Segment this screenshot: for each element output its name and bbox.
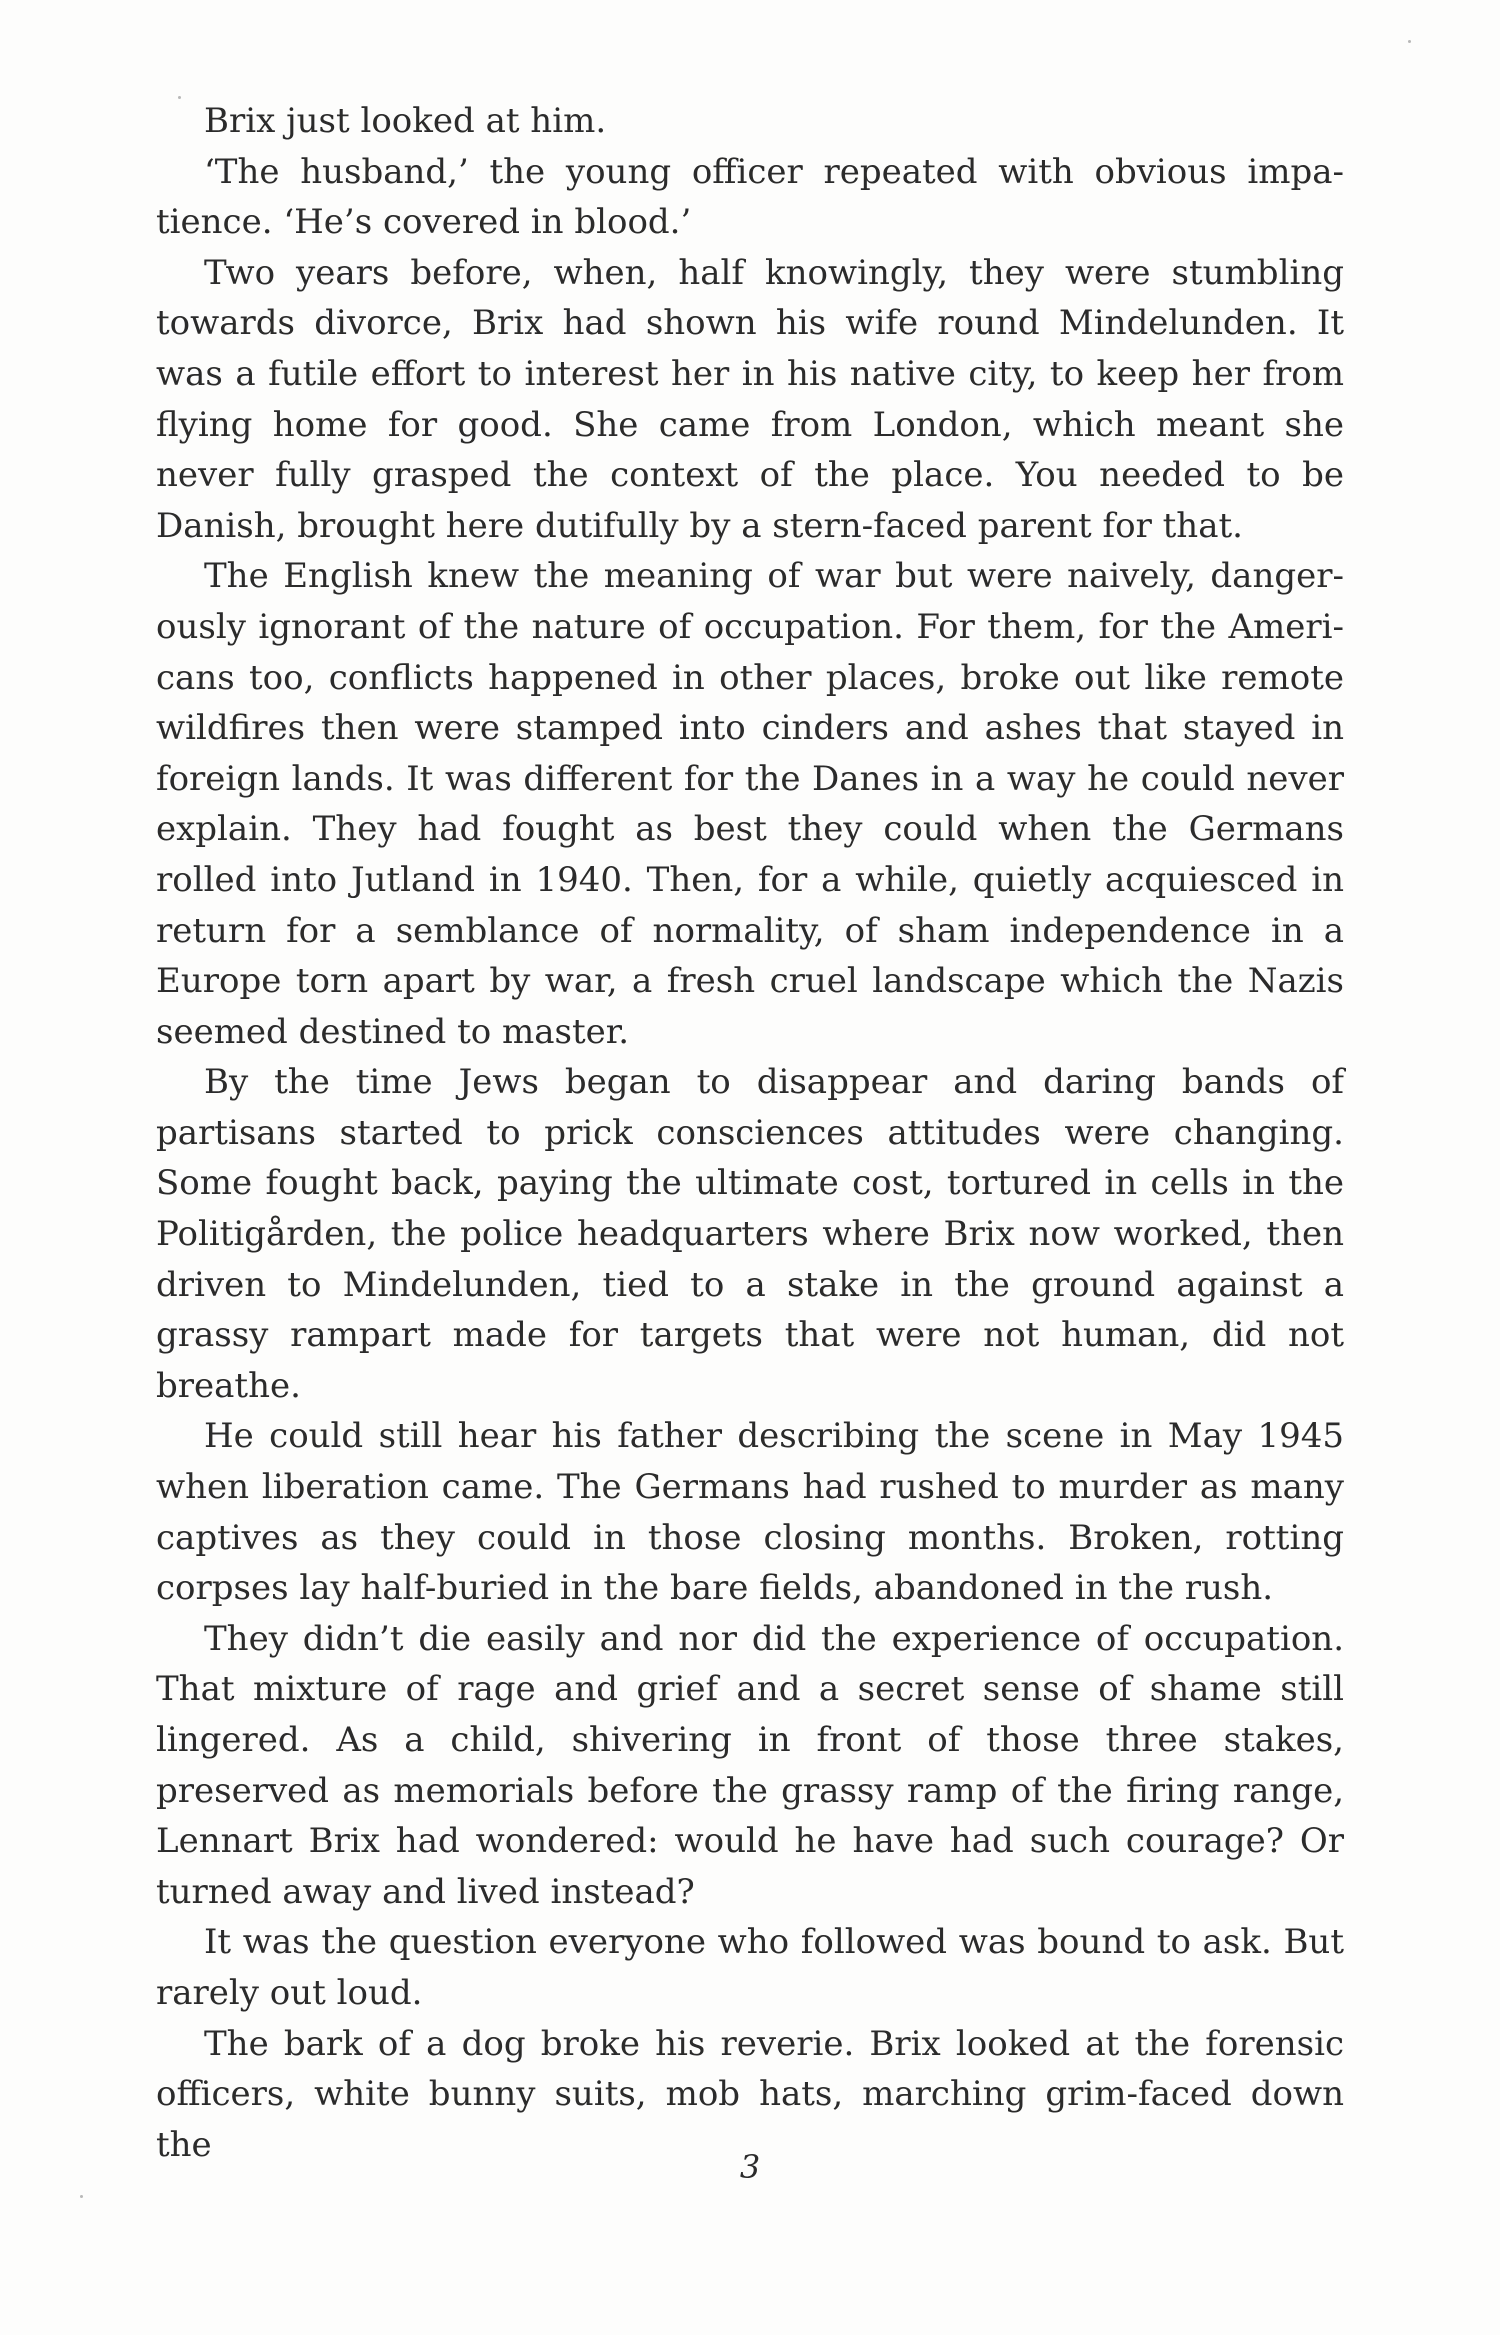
paragraph-8: It was the question everyone who followed was bound to ask. But rarely out loud. bbox=[156, 1922, 1344, 2013]
paper-speck bbox=[80, 2195, 83, 2198]
paragraph-7: They didn’t die easily and nor did the experience of occupation. That mixture of rage and grief and a secret sense of shame still lingered. As a child, shivering in front of those three stakes, preserved as memorials before the grassy ramp of the firing range, Lennart Brix had wondered: would he have had such courage? Or turned away and lived instead? bbox=[156, 1618, 1344, 1912]
body-text bbox=[156, 96, 1344, 2170]
paper-speck bbox=[178, 96, 181, 99]
paragraph-9: The bark of a dog broke his reverie. Brix looked at the forensic officers, white bunny suits, mob hats, marching grim-faced down the bbox=[156, 2023, 1344, 2165]
page-number: 3 bbox=[739, 2148, 761, 2186]
paragraph-6: He could still hear his father describing the scene in May 1945 when liberation came. The Germans had rushed to murder as many captives as they could in those closing months. Broken, rotting corpses lay half-buried in the bare fields, abandoned in the rush. bbox=[156, 1416, 1344, 1609]
paper-speck bbox=[1408, 40, 1411, 43]
paragraph-1: Brix just looked at him. bbox=[204, 101, 607, 141]
paragraph-5: By the time Jews began to disappear and daring bands of partisans started to prick consciences attitudes were changing. Some fought back, paying the ultimate cost, tortured in cells in the Politigården, the police headquarters where Brix now worked, then driven to Mindelunden, tied to a stake in the ground against a grassy rampart made for targets that were not human, did not breathe. bbox=[156, 1062, 1344, 1406]
paragraph-4: The English knew the meaning of war but were naively, dangerously ignorant of the nature of occupation. For them, for the Americans too, conflicts happened in other places, broke out like remote wildfires then were stamped into cinders and ashes that stayed in foreign lands. It was different for the Danes in a way he could never explain. They had fought as best they could when the Germans rolled into Jutland in 1940. Then, for a while, quietly acquiesced in return for a semblance of normality, of sham independence in a Europe torn apart by war, a fresh cruel landscape which the Nazis seemed destined to master. bbox=[156, 556, 1344, 1052]
paragraph-3: Two years before, when, half knowingly, they were stumbling towards divorce, Brix had shown his wife round Mindelunden. It was a futile effort to interest her in his native city, to keep her from flying home for good. She came from London, which meant she never fully grasped the context of the place. You needed to be Danish, brought here dutifully by a stern-faced parent for that. bbox=[156, 252, 1344, 546]
paragraph-2: ‘The husband,’ the young officer repeated with obvious impatience. ‘He’s covered in blood.’ bbox=[156, 151, 1344, 243]
